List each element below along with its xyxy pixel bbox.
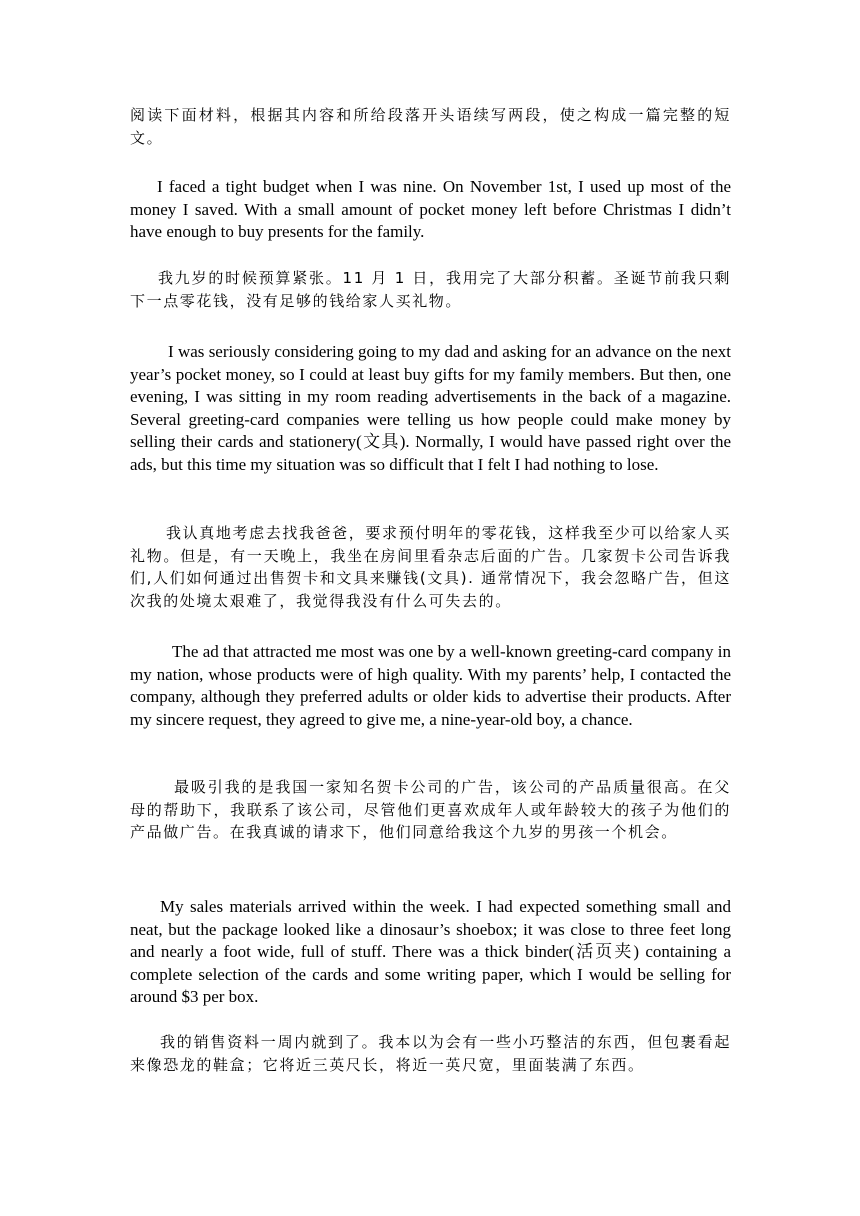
paragraph-zh-4: 我的销售资料一周内就到了。我本以为会有一些小巧整洁的东西，但包裹看起来像恐龙的鞋盒；它将近三英尺长，将近一英尺宽，里面装满了东西。 <box>130 1033 731 1074</box>
paragraph-en-3: The ad that attracted me most was one by a well-known greeting-card company in my nation, whose products were of high quality. With my parents’ help, I contacted the company, although they preferred adults or older kids to advertise their products. After my sincere request, they agreed to give me, a nine-year-old boy, a chance. <box>130 642 731 729</box>
paragraph-zh-2: 我认真地考虑去找我爸爸，要求预付明年的零花钱，这样我至少可以给家人买礼物。但是，有一天晚上，我坐在房间里看杂志后面的广告。几家贺卡公司告诉我们,人们如何通过出售贺卡和文具来赚钱(文具). 通常情况下，我会忽略广告，但这次我的处境太艰难了，我觉得我没有什么可失去的。 <box>130 524 731 610</box>
paragraph-en-1: I faced a tight budget when I was nine. On November 1st, I used up most of the money I saved. With a small amount of pocket money left before Christmas I didn’t have enough to buy presents for the family. <box>130 177 731 241</box>
paragraph-zh-3: 最吸引我的是我国一家知名贺卡公司的广告，该公司的产品质量很高。在父母的帮助下，我联系了该公司，尽管他们更喜欢成年人或年龄较大的孩子为他们的产品做广告。在我真诚的请求下，他们同意给我这个九岁的男孩一个机会。 <box>130 778 731 841</box>
paragraph-zh-1: 我九岁的时候预算紧张。11 月 1 日，我用完了大部分积蓄。圣诞节前我只剩下一点零花钱，没有足够的钱给家人买礼物。 <box>130 269 731 310</box>
paragraph-en-2: I was seriously considering going to my dad and asking for an advance on the next year’s pocket money, so I could at least buy gifts for my family members. But then, one evening, I was sitting in my room reading advertisements in the back of a magazine. Several greeting-card companies were telling us how people could make money by selling their cards and stationery(文具). Normally, I would have passed right over the ads, but this time my situation was so difficult that I felt I had nothing to lose. <box>130 342 731 474</box>
paragraph-en-4: My sales materials arrived within the week. I had expected something small and neat, but the package looked like a dinosaur’s shoebox; it was close to three feet long and nearly a foot wide, full of stuff. There was a thick binder(活页夹) containing a complete selection of the cards and some writing paper, which I would be selling for around $3 per box. <box>130 897 731 1006</box>
instruction-text: 阅读下面材料，根据其内容和所给段落开头语续写两段，使之构成一篇完整的短文。 <box>130 106 731 147</box>
